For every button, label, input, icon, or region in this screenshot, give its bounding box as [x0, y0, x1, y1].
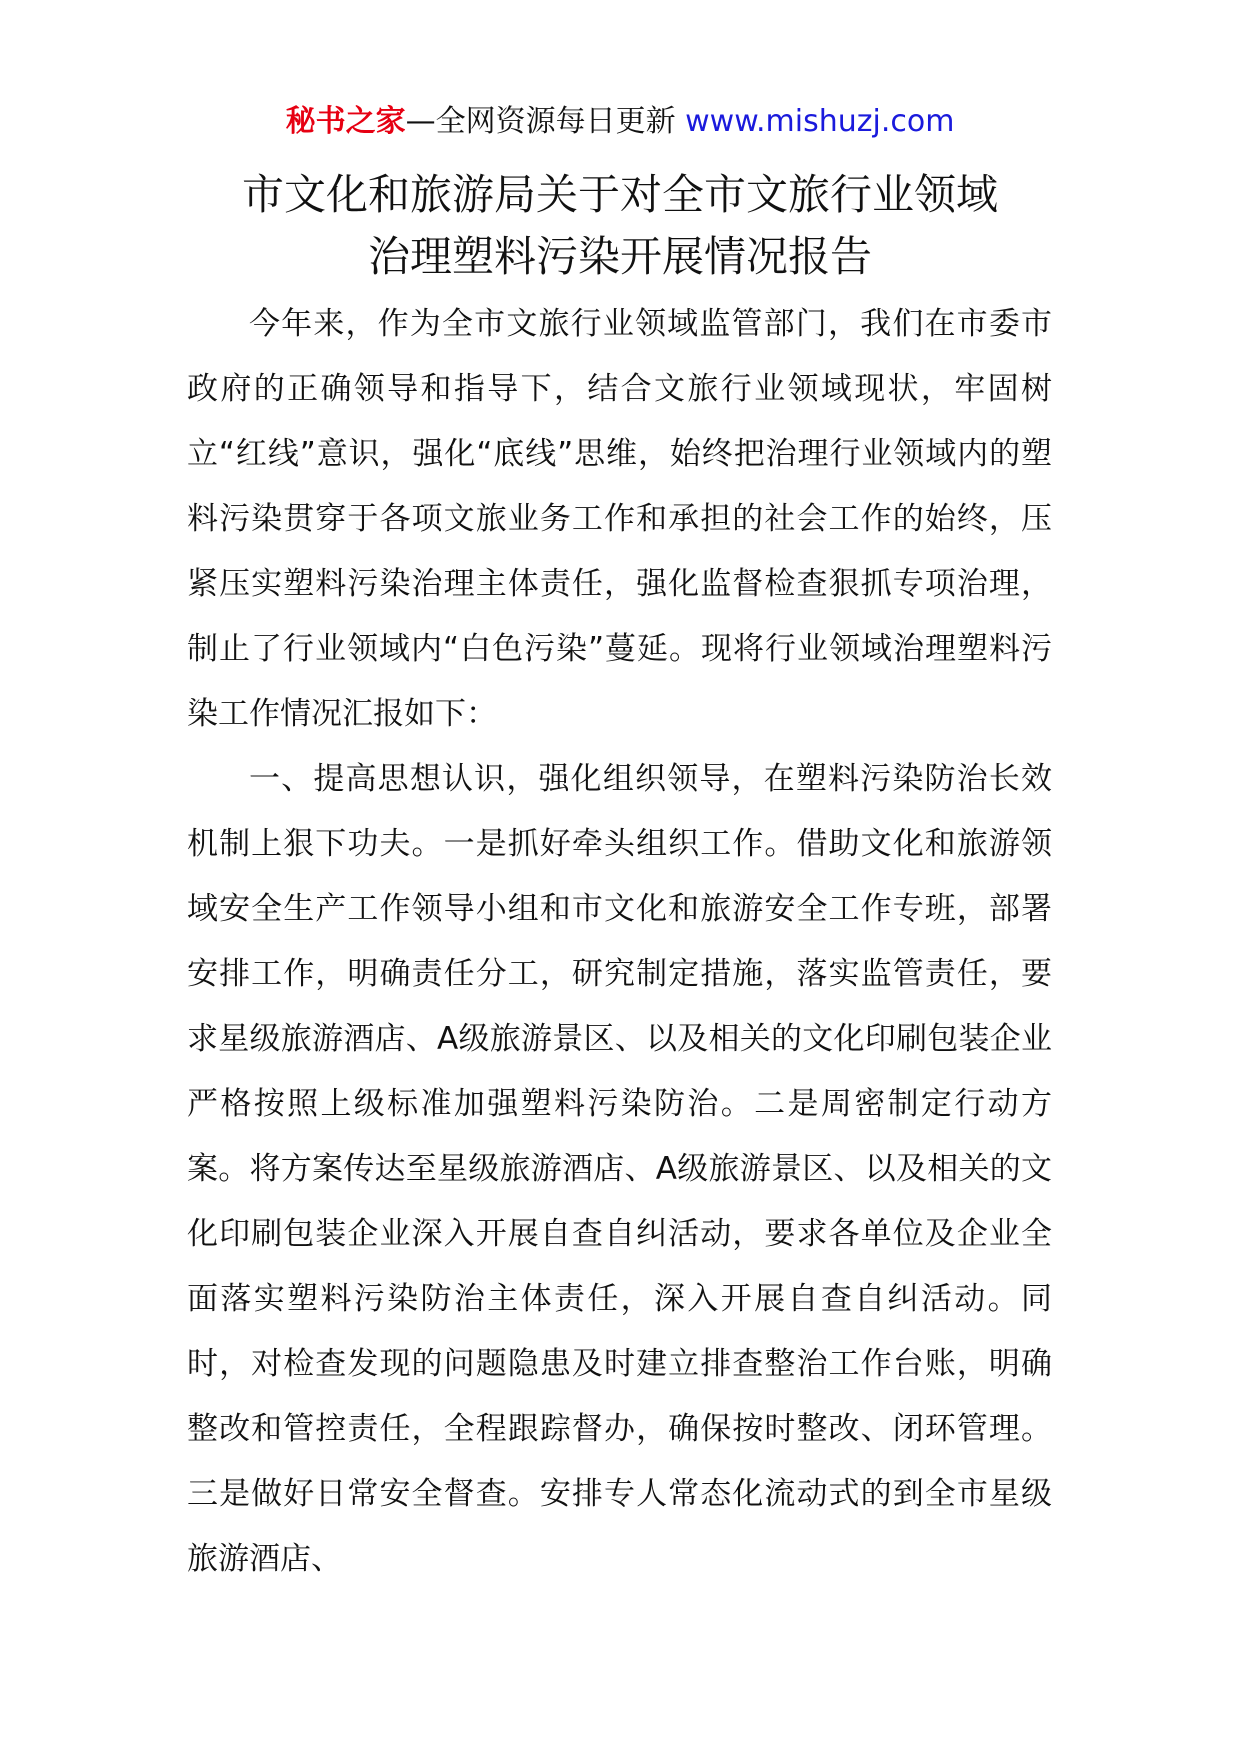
site-header [0, 102, 1240, 142]
document-body [187, 292, 1052, 1592]
paragraph-section-1: 一、提高思想认识，强化组织领导，在塑料污染防治长效机制上狠下功夫。一是抓好牵头组织工作。借助文化和旅游领域安全生产工作领导小组和市文化和旅游安全工作专班，部署安排工作，明确责任分工，研究制定措施，落实监管责任，要求星级旅游酒店、A级旅游景区、以及相关的文化印刷包装企业严格按照上级标准加强塑料污染防治。二是周密制定行动方案。将方案传达至星级旅游酒店、A级旅游景区、以及相关的文化印刷包装企业深入开展自查自纠活动，要求各单位及企业全面落实塑料污染防治主体责任，深入开展自查自纠活动。同时，对检查发现的问题隐患及时建立排查整治工作台账，明确整改和管控责任，全程跟踪督办，确保按时整改、闭环管理。三是做好日常安全督查。安排专人常态化流动式的到全市星级旅游酒店、 [187, 761, 1052, 1577]
title-line-2: 治理塑料污染开展情况报告 [367, 232, 872, 281]
site-brand: 秘书之家 [285, 104, 406, 139]
paragraph-intro: 今年来，作为全市文旅行业领域监管部门，我们在市委市政府的正确领导和指导下，结合文旅行业领域现状，牢固树立“红线”意识，强化“底线”思维，始终把治理行业领域内的塑料污染贯穿于各项文旅业务工作和承担的社会工作的始终，压紧压实塑料污染治理主体责任，强化监督检查狠抓专项治理，制止了行业领域内“白色污染”蔓延。现将行业领域治理塑料污染工作情况汇报如下： [187, 306, 1052, 732]
title-line-1: 市文化和旅游局关于对全市文旅行业领域 [241, 170, 998, 219]
document-title [0, 164, 1240, 288]
site-url-link[interactable]: www.mishuzj.com [685, 104, 955, 139]
site-tagline: —全网资源每日更新 [405, 104, 686, 139]
